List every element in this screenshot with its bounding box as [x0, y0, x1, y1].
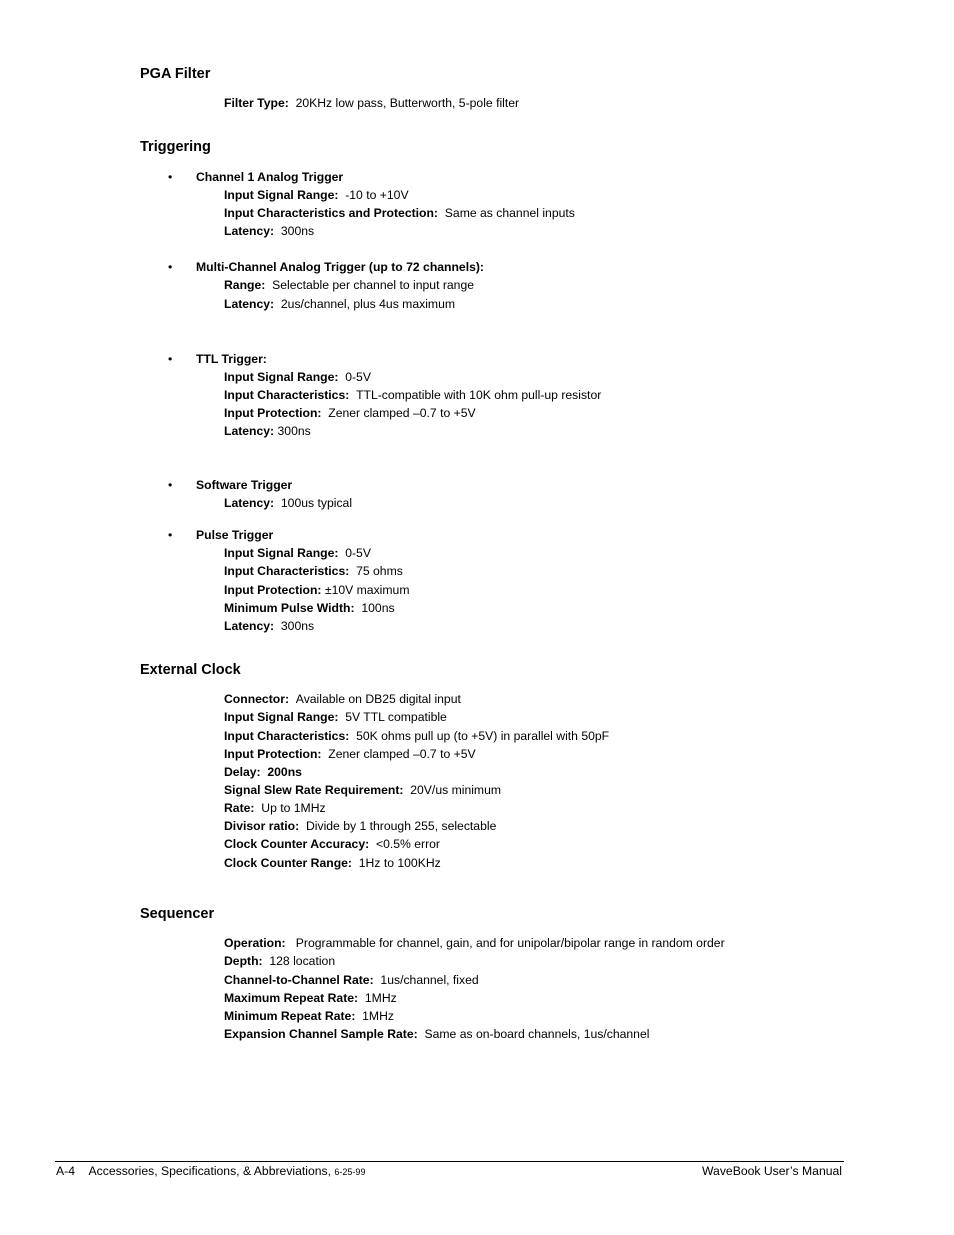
spec-value: ±10V maximum: [324, 583, 410, 597]
spec-label: Input Characteristics and Protection:: [224, 206, 438, 220]
spec-label: Input Signal Range:: [224, 710, 339, 724]
footer-manual-title: WaveBook User’s Manual: [702, 1164, 842, 1178]
spec-row: [224, 801, 326, 815]
spec-label: Input Protection:: [224, 583, 322, 597]
spec-row: [224, 819, 496, 833]
spec-value: 0-5V: [345, 370, 371, 384]
spec-value: Zener clamped –0.7 to +5V: [328, 747, 476, 761]
spec-label: Divisor ratio:: [224, 819, 300, 833]
spec-value: Programmable for channel, gain, and for unipolar/bipolar range in random order: [295, 936, 725, 950]
spec-row: [224, 1009, 394, 1023]
heading-external-clock: External Clock: [140, 662, 241, 678]
spec-row: [224, 546, 371, 560]
footer-date: 6-25-99: [334, 1167, 366, 1177]
spec-value: 128 location: [269, 954, 336, 968]
trigger-title-multichannel: Multi-Channel Analog Trigger (up to 72 channels):: [196, 260, 484, 274]
spec-row: [224, 710, 447, 724]
spec-value: 0-5V: [345, 546, 371, 560]
spec-label: Latency:: [224, 619, 275, 633]
spec-value: Up to 1MHz: [261, 801, 326, 815]
trigger-title-ttl: TTL Trigger:: [196, 352, 267, 366]
spec-value: 50K ohms pull up (to +5V) in parallel with 50pF: [356, 729, 610, 743]
spec-label: Range:: [224, 278, 266, 292]
spec-row: [224, 991, 397, 1005]
spec-label: Maximum Repeat Rate:: [224, 991, 359, 1005]
spec-row: [224, 206, 575, 220]
spec-label: Minimum Repeat Rate:: [224, 1009, 356, 1023]
spec-row: [224, 388, 601, 402]
spec-row: [224, 424, 311, 438]
spec-row: [224, 564, 403, 578]
spec-row: [224, 856, 441, 870]
spec-value: Same as on-board channels, 1us/channel: [424, 1027, 650, 1041]
spec-row: [224, 837, 440, 851]
spec-label: Signal Slew Rate Requirement:: [224, 783, 404, 797]
trigger-title-pulse: Pulse Trigger: [196, 528, 274, 542]
spec-row: [224, 583, 409, 597]
spec-value: Zener clamped –0.7 to +5V: [328, 406, 476, 420]
footer-chapter: Accessories, Specifications, & Abbreviations,: [88, 1164, 332, 1178]
spec-value: 1us/channel, fixed: [380, 973, 479, 987]
spec-value: 20KHz low pass, Butterworth, 5-pole filter: [295, 96, 520, 110]
spec-value: -10 to +10V: [345, 188, 409, 202]
spec-row: [224, 747, 476, 761]
trigger-title-software: Software Trigger: [196, 478, 293, 492]
spec-value: 100us typical: [280, 496, 353, 510]
spec-label: Input Characteristics:: [224, 564, 350, 578]
bullet-icon: •: [168, 260, 173, 274]
footer-left: [56, 1164, 365, 1178]
spec-label: Latency:: [224, 224, 275, 238]
spec-filter-type: [224, 96, 519, 110]
spec-value: Divide by 1 through 255, selectable: [305, 819, 497, 833]
spec-label: Clock Counter Accuracy:: [224, 837, 370, 851]
spec-label: Operation:: [224, 936, 286, 950]
spec-label: Channel-to-Channel Rate:: [224, 973, 374, 987]
spec-label: Connector:: [224, 692, 289, 706]
spec-label: Clock Counter Range:: [224, 856, 352, 870]
bullet-icon: •: [168, 528, 173, 542]
trigger-title-channel1: Channel 1 Analog Trigger: [196, 170, 344, 184]
bullet-icon: •: [168, 478, 173, 492]
spec-row: [224, 783, 501, 797]
spec-value: 5V TTL compatible: [345, 710, 447, 724]
bullet-icon: •: [168, 352, 173, 366]
spec-value: Selectable per channel to input range: [272, 278, 475, 292]
spec-row: [224, 765, 302, 779]
spec-label: Latency:: [224, 297, 275, 311]
spec-value: 300ns: [280, 224, 315, 238]
footer-page-number: A-4: [56, 1164, 75, 1178]
spec-label: Input Protection:: [224, 406, 322, 420]
spec-value: Same as channel inputs: [444, 206, 575, 220]
spec-value: 300ns: [280, 619, 315, 633]
spec-label: Input Protection:: [224, 747, 322, 761]
spec-row: [224, 619, 314, 633]
spec-label: Rate:: [224, 801, 255, 815]
spec-row: [224, 936, 725, 950]
spec-label: Delay:: [224, 765, 261, 779]
spec-label: Filter Type:: [224, 96, 289, 110]
spec-row: [224, 973, 479, 987]
heading-triggering: Triggering: [140, 139, 211, 155]
spec-value: 100ns: [361, 601, 395, 615]
spec-value: TTL-compatible with 10K ohm pull-up resistor: [356, 388, 602, 402]
spec-value: 1Hz to 100KHz: [358, 856, 441, 870]
spec-row: [224, 1027, 649, 1041]
spec-label: Input Signal Range:: [224, 370, 339, 384]
spec-label: Input Characteristics:: [224, 729, 350, 743]
spec-value: 2us/channel, plus 4us maximum: [280, 297, 456, 311]
footer-rule: [55, 1161, 844, 1162]
spec-value: 1MHz: [364, 991, 397, 1005]
spec-label: Latency:: [224, 424, 275, 438]
spec-value: 20V/us minimum: [410, 783, 502, 797]
spec-row: [224, 692, 461, 706]
spec-row: [224, 729, 609, 743]
spec-row: [224, 406, 476, 420]
spec-row: [224, 954, 335, 968]
spec-label: Input Characteristics:: [224, 388, 350, 402]
bullet-icon: •: [168, 170, 173, 184]
spec-label: Expansion Channel Sample Rate:: [224, 1027, 418, 1041]
spec-value: 300ns: [277, 424, 311, 438]
heading-sequencer: Sequencer: [140, 906, 215, 922]
spec-value: 1MHz: [362, 1009, 394, 1023]
spec-label: Depth:: [224, 954, 263, 968]
spec-value: 200ns: [267, 765, 302, 779]
spec-row: [224, 188, 409, 202]
heading-pga-filter: PGA Filter: [140, 66, 211, 82]
spec-label: Latency:: [224, 496, 275, 510]
spec-row: [224, 224, 314, 238]
spec-row: [224, 370, 371, 384]
spec-label: Minimum Pulse Width:: [224, 601, 355, 615]
spec-label: Input Signal Range:: [224, 546, 339, 560]
spec-row: [224, 278, 474, 292]
spec-value: Available on DB25 digital input: [295, 692, 461, 706]
spec-value: 75 ohms: [356, 564, 403, 578]
spec-row: [224, 601, 395, 615]
spec-value: <0.5% error: [375, 837, 440, 851]
spec-label: Input Signal Range:: [224, 188, 339, 202]
spec-row: [224, 496, 352, 510]
spec-row: [224, 297, 455, 311]
